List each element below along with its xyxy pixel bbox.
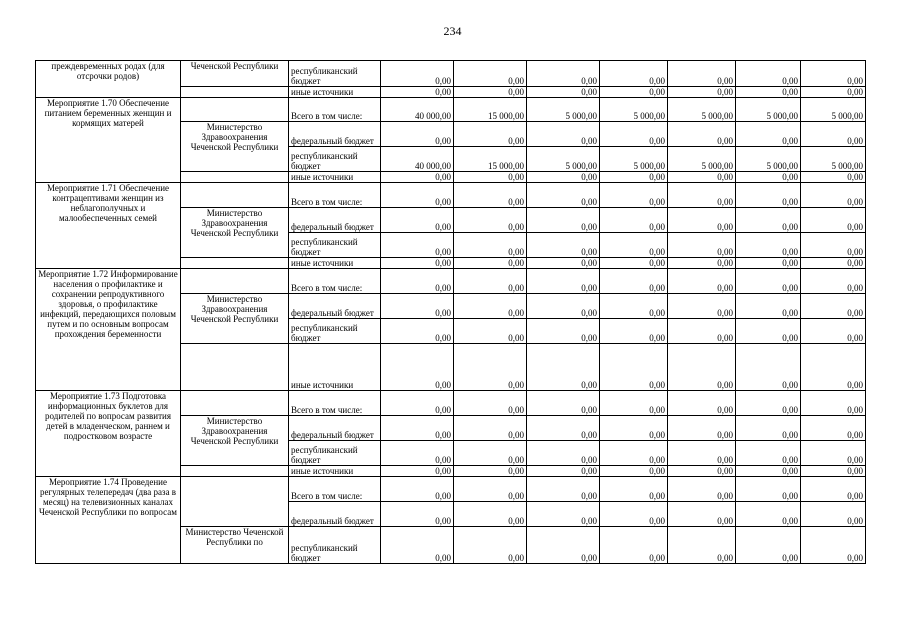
value-cell: 0,00 xyxy=(527,344,600,391)
value-cell: 0,00 xyxy=(668,527,736,564)
value-cell: 0,00 xyxy=(527,502,600,527)
value-cell: 0,00 xyxy=(668,466,736,477)
value-cell: 0,00 xyxy=(668,61,736,87)
value-cell: 0,00 xyxy=(801,208,866,233)
executor-cell xyxy=(181,258,289,269)
value-cell: 0,00 xyxy=(600,87,668,98)
executor-cell: Министерство Чеченской Республики по xyxy=(181,527,289,564)
value-cell: 0,00 xyxy=(527,477,600,502)
value-cell: 0,00 xyxy=(381,502,454,527)
funding-source-cell: Всего в том числе: xyxy=(289,391,381,416)
funding-source-cell: федеральный бюджет xyxy=(289,294,381,319)
value-cell: 5 000,00 xyxy=(668,147,736,172)
funding-source-cell: Всего в том числе: xyxy=(289,477,381,502)
value-cell: 0,00 xyxy=(736,294,801,319)
value-cell: 0,00 xyxy=(527,527,600,564)
value-cell: 0,00 xyxy=(736,172,801,183)
value-cell: 0,00 xyxy=(527,391,600,416)
funding-source-cell: иные источники xyxy=(289,466,381,477)
value-cell: 0,00 xyxy=(668,441,736,466)
value-cell: 0,00 xyxy=(668,183,736,208)
value-cell: 0,00 xyxy=(381,527,454,564)
funding-source-cell: иные источники xyxy=(289,258,381,269)
value-cell: 0,00 xyxy=(454,269,527,294)
value-cell: 0,00 xyxy=(381,87,454,98)
value-cell: 0,00 xyxy=(454,466,527,477)
budget-table xyxy=(35,60,866,564)
value-cell: 0,00 xyxy=(454,122,527,147)
value-cell: 0,00 xyxy=(527,87,600,98)
value-cell: 0,00 xyxy=(801,269,866,294)
value-cell: 5 000,00 xyxy=(600,147,668,172)
value-cell: 0,00 xyxy=(600,466,668,477)
value-cell: 0,00 xyxy=(736,122,801,147)
executor-cell xyxy=(181,466,289,477)
value-cell: 0,00 xyxy=(600,208,668,233)
value-cell: 0,00 xyxy=(381,319,454,344)
value-cell: 0,00 xyxy=(668,269,736,294)
value-cell: 0,00 xyxy=(600,183,668,208)
value-cell: 0,00 xyxy=(600,61,668,87)
activity-cell: Мероприятие 1.73 Подготовка информационных буклетов для родителей по вопросам развития детей в младенческом, раннем и подростковом возрасте xyxy=(36,391,181,477)
funding-source-cell: федеральный бюджет xyxy=(289,122,381,147)
value-cell: 0,00 xyxy=(801,441,866,466)
value-cell: 0,00 xyxy=(736,477,801,502)
value-cell: 0,00 xyxy=(600,294,668,319)
value-cell: 40 000,00 xyxy=(381,147,454,172)
value-cell: 0,00 xyxy=(668,477,736,502)
executor-cell xyxy=(181,172,289,183)
value-cell: 0,00 xyxy=(381,416,454,441)
value-cell: 0,00 xyxy=(454,319,527,344)
value-cell: 0,00 xyxy=(381,233,454,258)
activity-cell: преждевременных родах (для отсрочки родов) xyxy=(36,61,181,98)
value-cell: 0,00 xyxy=(600,477,668,502)
value-cell: 0,00 xyxy=(801,172,866,183)
value-cell: 5 000,00 xyxy=(527,98,600,122)
value-cell: 0,00 xyxy=(527,416,600,441)
value-cell: 0,00 xyxy=(668,502,736,527)
value-cell: 0,00 xyxy=(801,87,866,98)
value-cell: 0,00 xyxy=(454,172,527,183)
value-cell: 0,00 xyxy=(801,183,866,208)
value-cell: 0,00 xyxy=(527,441,600,466)
value-cell: 0,00 xyxy=(454,344,527,391)
value-cell: 0,00 xyxy=(454,233,527,258)
value-cell: 0,00 xyxy=(801,477,866,502)
value-cell: 5 000,00 xyxy=(736,98,801,122)
value-cell: 0,00 xyxy=(381,122,454,147)
value-cell: 0,00 xyxy=(381,477,454,502)
value-cell: 0,00 xyxy=(381,258,454,269)
value-cell: 0,00 xyxy=(454,183,527,208)
value-cell: 0,00 xyxy=(801,294,866,319)
funding-source-cell: иные источники xyxy=(289,172,381,183)
value-cell: 0,00 xyxy=(801,233,866,258)
value-cell: 5 000,00 xyxy=(801,147,866,172)
value-cell: 5 000,00 xyxy=(527,147,600,172)
value-cell: 0,00 xyxy=(668,319,736,344)
value-cell: 0,00 xyxy=(600,319,668,344)
value-cell: 0,00 xyxy=(454,294,527,319)
table-row xyxy=(36,269,866,294)
value-cell: 0,00 xyxy=(454,87,527,98)
value-cell: 0,00 xyxy=(736,441,801,466)
value-cell: 0,00 xyxy=(668,122,736,147)
value-cell: 0,00 xyxy=(527,61,600,87)
value-cell: 0,00 xyxy=(454,441,527,466)
value-cell: 0,00 xyxy=(736,258,801,269)
value-cell: 0,00 xyxy=(801,391,866,416)
funding-source-cell: республиканский бюджет xyxy=(289,233,381,258)
value-cell: 0,00 xyxy=(736,527,801,564)
value-cell: 0,00 xyxy=(736,466,801,477)
value-cell: 5 000,00 xyxy=(736,147,801,172)
funding-source-cell: иные источники xyxy=(289,87,381,98)
value-cell: 0,00 xyxy=(381,172,454,183)
table-row xyxy=(36,98,866,122)
value-cell: 0,00 xyxy=(527,269,600,294)
value-cell: 0,00 xyxy=(801,416,866,441)
executor-cell: Министерство Здравоохранения Чеченской Республики xyxy=(181,416,289,466)
value-cell: 0,00 xyxy=(454,416,527,441)
value-cell: 15 000,00 xyxy=(454,98,527,122)
funding-source-cell: республиканский бюджет xyxy=(289,61,381,87)
value-cell: 40 000,00 xyxy=(381,98,454,122)
value-cell: 0,00 xyxy=(381,183,454,208)
value-cell: 15 000,00 xyxy=(454,147,527,172)
activity-cell: Мероприятие 1.72 Информирование населения о профилактике и сохранении репродуктивного здоровья, о профилактике инфекций, передающихся половым путем и по основным вопросам прохождения беременности xyxy=(36,269,181,391)
value-cell: 0,00 xyxy=(527,233,600,258)
value-cell: 0,00 xyxy=(736,269,801,294)
value-cell: 0,00 xyxy=(381,294,454,319)
funding-source-cell: республиканский бюджет xyxy=(289,319,381,344)
value-cell: 0,00 xyxy=(736,344,801,391)
executor-cell: Министерство Здравоохранения Чеченской Республики xyxy=(181,294,289,344)
executor-cell xyxy=(181,344,289,391)
executor-cell xyxy=(181,477,289,527)
value-cell: 0,00 xyxy=(600,258,668,269)
value-cell: 0,00 xyxy=(381,391,454,416)
value-cell: 0,00 xyxy=(527,122,600,147)
funding-source-cell: Всего в том числе: xyxy=(289,183,381,208)
value-cell: 0,00 xyxy=(527,294,600,319)
value-cell: 0,00 xyxy=(801,502,866,527)
value-cell: 0,00 xyxy=(600,416,668,441)
executor-cell xyxy=(181,183,289,208)
value-cell: 0,00 xyxy=(801,122,866,147)
value-cell: 0,00 xyxy=(600,233,668,258)
value-cell: 0,00 xyxy=(736,416,801,441)
value-cell: 0,00 xyxy=(668,344,736,391)
executor-cell xyxy=(181,269,289,294)
funding-source-cell: республиканский бюджет xyxy=(289,441,381,466)
value-cell: 0,00 xyxy=(600,122,668,147)
funding-source-cell: федеральный бюджет xyxy=(289,416,381,441)
value-cell: 0,00 xyxy=(527,466,600,477)
value-cell: 0,00 xyxy=(801,527,866,564)
executor-cell xyxy=(181,98,289,122)
value-cell: 0,00 xyxy=(801,258,866,269)
value-cell: 0,00 xyxy=(736,391,801,416)
executor-cell: Министерство Здравоохранения Чеченской Республики xyxy=(181,122,289,172)
value-cell: 0,00 xyxy=(600,441,668,466)
table-row xyxy=(36,61,866,87)
value-cell: 0,00 xyxy=(381,61,454,87)
value-cell: 0,00 xyxy=(381,466,454,477)
executor-cell: Чеченской Республики xyxy=(181,61,289,87)
value-cell: 0,00 xyxy=(736,502,801,527)
value-cell: 0,00 xyxy=(801,466,866,477)
value-cell: 0,00 xyxy=(600,344,668,391)
funding-source-cell: федеральный бюджет xyxy=(289,208,381,233)
funding-source-cell: республиканский бюджет xyxy=(289,147,381,172)
funding-source-cell: республиканский бюджет xyxy=(289,527,381,564)
value-cell: 0,00 xyxy=(527,258,600,269)
value-cell: 0,00 xyxy=(381,344,454,391)
value-cell: 0,00 xyxy=(668,172,736,183)
value-cell: 0,00 xyxy=(668,87,736,98)
value-cell: 0,00 xyxy=(736,87,801,98)
value-cell: 0,00 xyxy=(454,391,527,416)
funding-source-cell: Всего в том числе: xyxy=(289,269,381,294)
value-cell: 0,00 xyxy=(454,477,527,502)
value-cell: 0,00 xyxy=(801,319,866,344)
page-number: 234 xyxy=(443,24,462,38)
value-cell: 0,00 xyxy=(668,258,736,269)
value-cell: 0,00 xyxy=(454,527,527,564)
table-row xyxy=(36,391,866,416)
funding-source-cell: Всего в том числе: xyxy=(289,98,381,122)
funding-source-cell: иные источники xyxy=(289,344,381,391)
value-cell: 0,00 xyxy=(668,233,736,258)
value-cell: 0,00 xyxy=(736,61,801,87)
executor-cell: Министерство Здравоохранения Чеченской Республики xyxy=(181,208,289,258)
value-cell: 0,00 xyxy=(801,61,866,87)
value-cell: 0,00 xyxy=(527,183,600,208)
value-cell: 0,00 xyxy=(600,269,668,294)
value-cell: 0,00 xyxy=(668,208,736,233)
table-row xyxy=(36,477,866,502)
value-cell: 0,00 xyxy=(454,208,527,233)
value-cell: 5 000,00 xyxy=(668,98,736,122)
table-row xyxy=(36,183,866,208)
value-cell: 0,00 xyxy=(527,208,600,233)
value-cell: 0,00 xyxy=(736,208,801,233)
value-cell: 0,00 xyxy=(381,269,454,294)
value-cell: 0,00 xyxy=(600,172,668,183)
value-cell: 0,00 xyxy=(736,183,801,208)
activity-cell: Мероприятие 1.70 Обеспечение питанием беременных женщин и кормящих матерей xyxy=(36,98,181,183)
value-cell: 0,00 xyxy=(454,61,527,87)
value-cell: 5 000,00 xyxy=(600,98,668,122)
value-cell: 0,00 xyxy=(668,391,736,416)
value-cell: 0,00 xyxy=(668,294,736,319)
value-cell: 5 000,00 xyxy=(801,98,866,122)
value-cell: 0,00 xyxy=(454,502,527,527)
value-cell: 0,00 xyxy=(600,502,668,527)
value-cell: 0,00 xyxy=(736,233,801,258)
value-cell: 0,00 xyxy=(381,208,454,233)
value-cell: 0,00 xyxy=(527,319,600,344)
activity-cell: Мероприятие 1.71 Обеспечение контрацептивами женщин из неблагополучных и малообеспеченных семей xyxy=(36,183,181,269)
funding-source-cell: федеральный бюджет xyxy=(289,502,381,527)
value-cell: 0,00 xyxy=(600,527,668,564)
activity-cell: Мероприятие 1.74 Проведение регулярных телепередач (два раза в месяц) на телевизионных каналах Чеченской Республики по вопросам xyxy=(36,477,181,564)
value-cell: 0,00 xyxy=(527,172,600,183)
value-cell: 0,00 xyxy=(668,416,736,441)
value-cell: 0,00 xyxy=(801,344,866,391)
value-cell: 0,00 xyxy=(736,319,801,344)
value-cell: 0,00 xyxy=(454,258,527,269)
value-cell: 0,00 xyxy=(381,441,454,466)
executor-cell xyxy=(181,87,289,98)
value-cell: 0,00 xyxy=(600,391,668,416)
executor-cell xyxy=(181,391,289,416)
